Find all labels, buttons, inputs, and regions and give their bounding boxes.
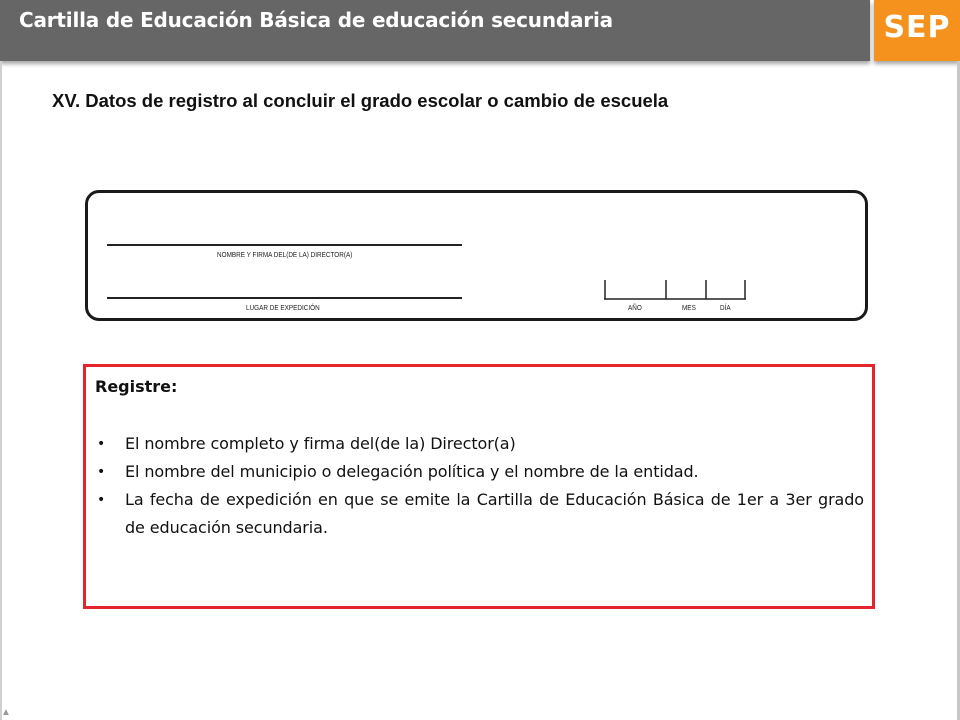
form-lines (88, 193, 865, 318)
list-item-text: La fecha de expedición en que se emite la Cartilla de Educación Básica de 1er a 3er grado de educación secundaria. (125, 490, 864, 537)
instructions-heading: Registre: (95, 377, 178, 396)
list-item-text: El nombre completo y firma del(de la) Director(a) (125, 434, 516, 453)
bullet-icon: • (97, 436, 106, 452)
list-item (95, 486, 864, 542)
bullet-icon: • (97, 492, 106, 508)
list-item (95, 458, 864, 486)
date-day-label: DÍA (720, 303, 731, 312)
instructions-box (83, 364, 875, 609)
bullet-icon: • (97, 464, 106, 480)
instructions-list (95, 430, 864, 542)
sep-logo (874, 0, 960, 61)
page-title: Cartilla de Educación Básica de educación secundaria (19, 8, 613, 32)
section-title: XV. Datos de registro al concluir el grado escolar o cambio de escuela (52, 90, 669, 111)
small-corner-icon: ▲ (1, 707, 11, 718)
list-item-text: El nombre del municipio o delegación política y el nombre de la entidad. (125, 462, 699, 481)
header-bar (0, 0, 870, 61)
date-month-label: MES (682, 303, 696, 312)
place-of-issue-label: LUGAR DE EXPEDICIÓN (246, 303, 320, 312)
date-year-label: AÑO (628, 303, 642, 312)
list-item (95, 430, 864, 458)
registration-form-card (85, 190, 868, 321)
director-signature-label: NOMBRE Y FIRMA DEL(DE LA) DIRECTOR(A) (217, 250, 353, 259)
frame-left-border (0, 61, 2, 720)
sep-logo-text: SEP (883, 10, 951, 45)
